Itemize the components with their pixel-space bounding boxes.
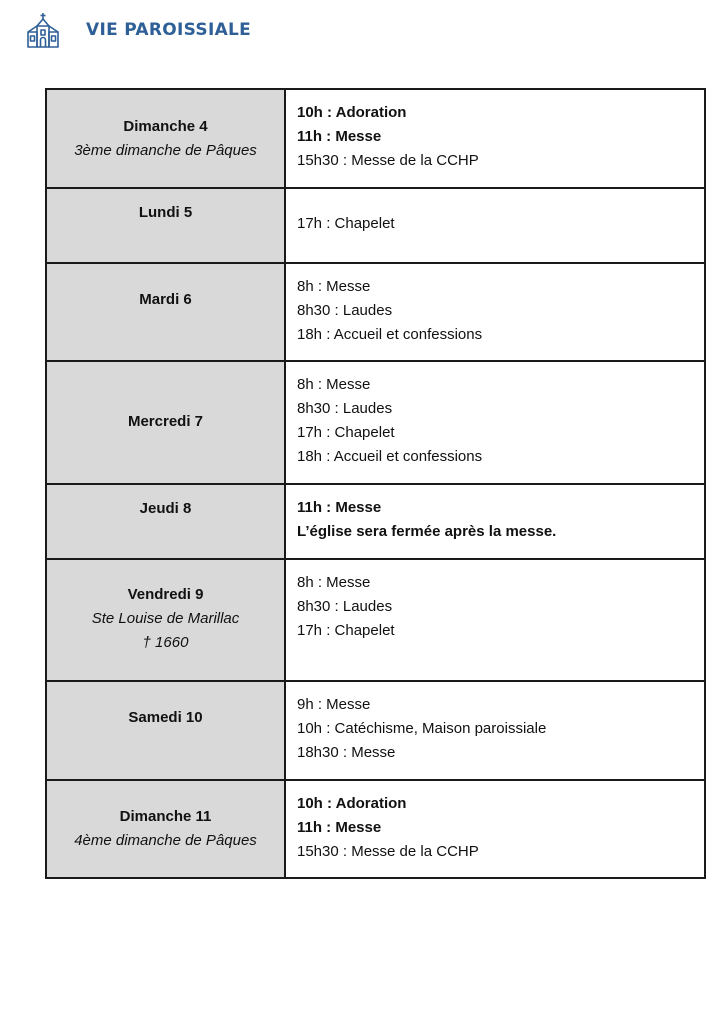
event-item: L’église sera fermée après la messe. (297, 523, 557, 540)
day-cell (46, 361, 285, 484)
schedule-row (46, 780, 705, 878)
event-item: 8h30 : Laudes (297, 400, 393, 417)
event-item: 8h : Messe (297, 376, 371, 393)
events-cell (285, 780, 705, 878)
event-item: 10h : Adoration (297, 795, 407, 812)
day-cell (46, 263, 285, 361)
day-cell (46, 559, 285, 681)
events-cell (285, 559, 705, 681)
day-name: Dimanche 11 (119, 808, 212, 825)
events-cell (285, 89, 705, 188)
events-cell (285, 263, 705, 361)
event-item: 10h : Adoration (297, 104, 407, 121)
day-cell (46, 188, 285, 263)
day-name: Vendredi 9 (127, 586, 204, 603)
schedule-row (46, 361, 705, 484)
event-item: 11h : Messe (297, 128, 382, 145)
event-item: 17h : Chapelet (297, 424, 395, 441)
day-name: Mercredi 7 (127, 413, 204, 430)
event-item: 11h : Messe (297, 499, 382, 516)
day-name: Jeudi 8 (139, 500, 192, 517)
schedule-row (46, 559, 705, 681)
events-cell (285, 681, 705, 780)
schedule-row (46, 484, 705, 559)
events-cell (285, 484, 705, 559)
schedule-row (46, 89, 705, 188)
event-item: 18h30 : Messe (297, 744, 396, 761)
event-item: 15h30 : Messe de la CCHP (297, 843, 479, 860)
page-title: VIE PAROISSIALE (86, 20, 252, 40)
church-icon (26, 12, 60, 48)
event-item: 10h : Catéchisme, Maison paroissiale (297, 720, 547, 737)
day-cell (46, 89, 285, 188)
schedule-row (46, 681, 705, 780)
day-name: Dimanche 4 (123, 118, 208, 135)
day-subtitle: 3ème dimanche de Pâques (74, 142, 257, 159)
day-name: Mardi 6 (139, 291, 192, 308)
day-cell (46, 681, 285, 780)
day-subtitle: † 1660 (142, 634, 189, 651)
event-item: 18h : Accueil et confessions (297, 448, 483, 465)
day-cell (46, 780, 285, 878)
event-item: 8h : Messe (297, 278, 371, 295)
schedule-table (45, 88, 706, 879)
page-header (26, 12, 251, 48)
event-item: 15h30 : Messe de la CCHP (297, 152, 479, 169)
event-item: 11h : Messe (297, 819, 382, 836)
day-cell (46, 484, 285, 559)
events-cell (285, 361, 705, 484)
event-item: 8h30 : Laudes (297, 598, 393, 615)
event-item: 17h : Chapelet (297, 622, 395, 639)
event-item: 18h : Accueil et confessions (297, 326, 483, 343)
event-item: 9h : Messe (297, 696, 371, 713)
day-subtitle: 4ème dimanche de Pâques (74, 832, 257, 849)
event-item: 17h : Chapelet (297, 215, 395, 232)
schedule-row (46, 188, 705, 263)
day-subtitle: Ste Louise de Marillac (91, 610, 240, 627)
schedule-row (46, 263, 705, 361)
events-cell (285, 188, 705, 263)
day-name: Lundi 5 (138, 204, 193, 221)
event-item: 8h30 : Laudes (297, 302, 393, 319)
day-name: Samedi 10 (128, 709, 203, 726)
event-item: 8h : Messe (297, 574, 371, 591)
